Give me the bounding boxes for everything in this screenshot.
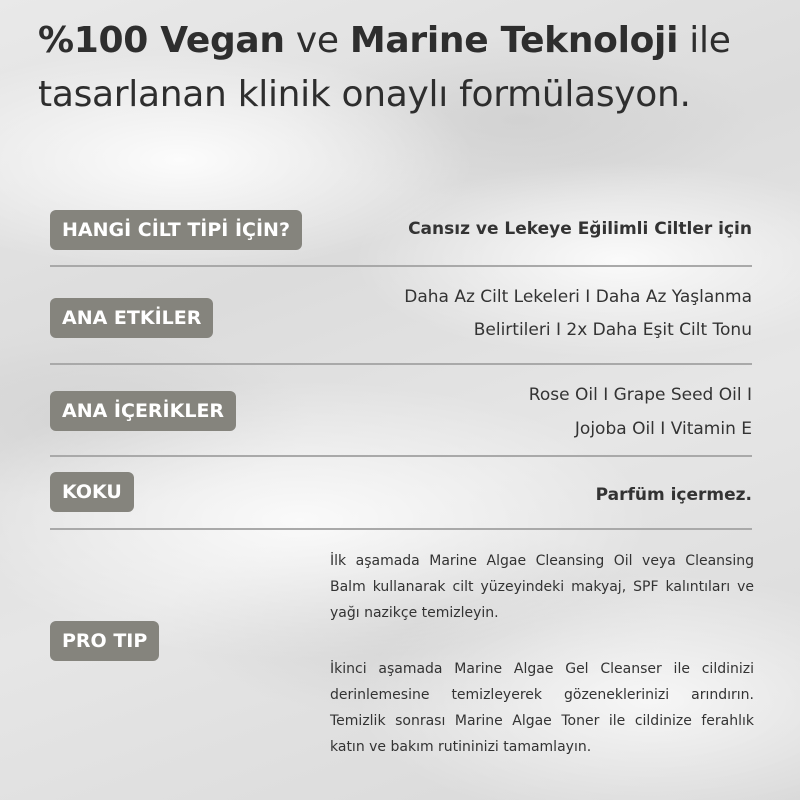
headline-marine-tech: Marine Teknoloji <box>349 20 679 61</box>
headline <box>38 14 778 122</box>
headline-connector-2: ile <box>678 20 731 61</box>
pro-tip-label: PRO TIP <box>50 621 159 661</box>
scent-label: KOKU <box>50 472 134 512</box>
skin-type-label: HANGİ CİLT TİPİ İÇİN? <box>50 210 302 250</box>
headline-line-2: tasarlanan klinik onaylı formülasyon. <box>38 74 691 115</box>
effects-line-2: Belirtileri I 2x Daha Eşit Cilt Tonu <box>473 320 752 340</box>
pro-tip-paragraph-1: İlk aşamada Marine Algae Cleansing Oil veya Cleansing Balm kullanarak cilt yüzeyindeki makyaj, SPF kalıntıları ve yağı nazikçe temizleyin. <box>330 553 754 621</box>
headline-line-1 <box>38 14 778 68</box>
divider <box>50 455 752 457</box>
pro-tip-paragraph-2: İkinci aşamada Marine Algae Gel Cleanser ile cildinizi derinlemesine temizleyerek gözeneklerinizi arındırın. Temizlik sonrası Marine Algae Toner ile cildinize ferahlık katın ve bakım rutininizi tamamlayın. <box>330 661 754 755</box>
ingredients-line-2: Jojoba Oil I Vitamin E <box>574 419 752 439</box>
skin-type-value: Cansız ve Lekeye Eğilimli Ciltler için <box>408 219 752 239</box>
ingredients-line-1: Rose Oil I Grape Seed Oil I <box>528 385 752 405</box>
scent-value: Parfüm içermez. <box>595 485 752 505</box>
divider <box>50 528 752 530</box>
headline-vegan: %100 Vegan <box>38 20 285 61</box>
headline-connector-1: ve <box>284 20 350 61</box>
effects-label: ANA ETKİLER <box>50 298 213 338</box>
divider <box>50 265 752 267</box>
ingredients-label: ANA İÇERİKLER <box>50 391 236 431</box>
effects-line-1: Daha Az Cilt Lekeleri I Daha Az Yaşlanma <box>404 287 752 307</box>
divider <box>50 363 752 365</box>
